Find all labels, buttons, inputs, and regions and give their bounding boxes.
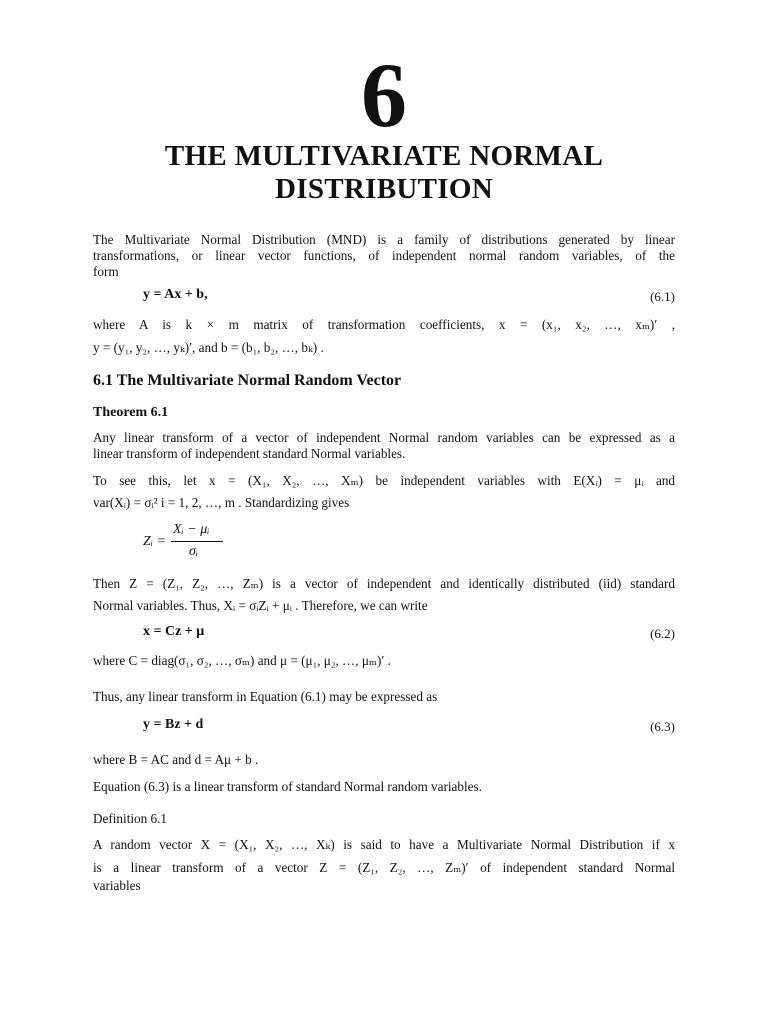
- where-line-2: y = (y₁, y₂, …, yₖ)′, and b = (b₁, b₂, …, bₖ) .: [93, 340, 324, 355]
- equation-number-6-1: (6.1): [650, 289, 675, 304]
- chapter-title: [0, 140, 768, 206]
- standardization-formula: [143, 522, 263, 566]
- then-line-2: Normal variables. Thus, Xᵢ = σᵢZᵢ + μᵢ . Therefore, we can write: [93, 598, 428, 613]
- where-line-3: where C = diag(σ₁, σ₂, …, σₘ) and μ = (μ₁, μ₂, …, μₘ)′ .: [93, 653, 391, 668]
- equation-6-2: x = Cz + μ: [143, 624, 205, 639]
- z-lhs: Zᵢ =: [143, 534, 166, 549]
- definition-line-3: variables: [93, 878, 141, 893]
- intro-line-3: form: [93, 264, 119, 279]
- definition-line-1: A random vector X = (X₁, X₂, …, Xₖ) is said to have a Multivariate Normal Distribution if x: [93, 837, 675, 852]
- where-line-4: where B = AC and d = Aμ + b .: [93, 752, 259, 767]
- equation-number-6-3: (6.3): [650, 719, 675, 734]
- equation-note: Equation (6.3) is a linear transform of standard Normal random variables.: [93, 779, 482, 794]
- equation-6-3: y = Bz + d: [143, 717, 204, 732]
- thus-line: Thus, any linear transform in Equation (6.1) may be expressed as: [93, 689, 438, 704]
- then-line-1: Then Z = (Z₁, Z₂, …, Zₘ) is a vector of independent and identically distributed (iid) standard: [93, 576, 675, 591]
- see-this-line-1: To see this, let x = (X₁, X₂, …, Xₘ) be independent variables with E(Xᵢ) = μᵢ and: [93, 473, 675, 488]
- z-denominator: σᵢ: [189, 544, 199, 559]
- see-this-line-2: var(Xᵢ) = σᵢ² i = 1, 2, …, m . Standardizing gives: [93, 495, 350, 510]
- intro-line-2: transformations, or linear vector functions, of independent normal random variables, of the: [93, 248, 675, 263]
- definition-label: Definition 6.1: [93, 811, 167, 826]
- definition-line-2: is a linear transform of a vector Z = (Z₁, Z₂, …, Zₘ)′ of independent standard Normal: [93, 860, 675, 875]
- chapter-title-line2: DISTRIBUTION: [275, 173, 493, 205]
- theorem-line-2: linear transform of independent standard Normal variables.: [93, 446, 406, 461]
- theorem-line-1: Any linear transform of a vector of independent Normal random variables can be expressed as a: [93, 430, 675, 445]
- equation-number-6-2: (6.2): [650, 626, 675, 641]
- fraction-bar: [171, 541, 223, 542]
- where-line-1: where A is k × m matrix of transformation coefficients, x = (x₁, x₂, …, xₘ)′ ,: [93, 317, 675, 332]
- z-numerator: Xᵢ − μᵢ: [173, 522, 210, 537]
- equation-6-1: y = Ax + b,: [143, 287, 208, 302]
- theorem-label: Theorem 6.1: [93, 405, 169, 420]
- section-heading: 6.1 The Multivariate Normal Random Vector: [93, 372, 402, 389]
- chapter-number: 6: [361, 44, 407, 146]
- intro-line-1: The Multivariate Normal Distribution (MND) is a family of distributions generated by linear: [93, 232, 675, 247]
- chapter-title-line1: THE MULTIVARIATE NORMAL: [164, 140, 604, 172]
